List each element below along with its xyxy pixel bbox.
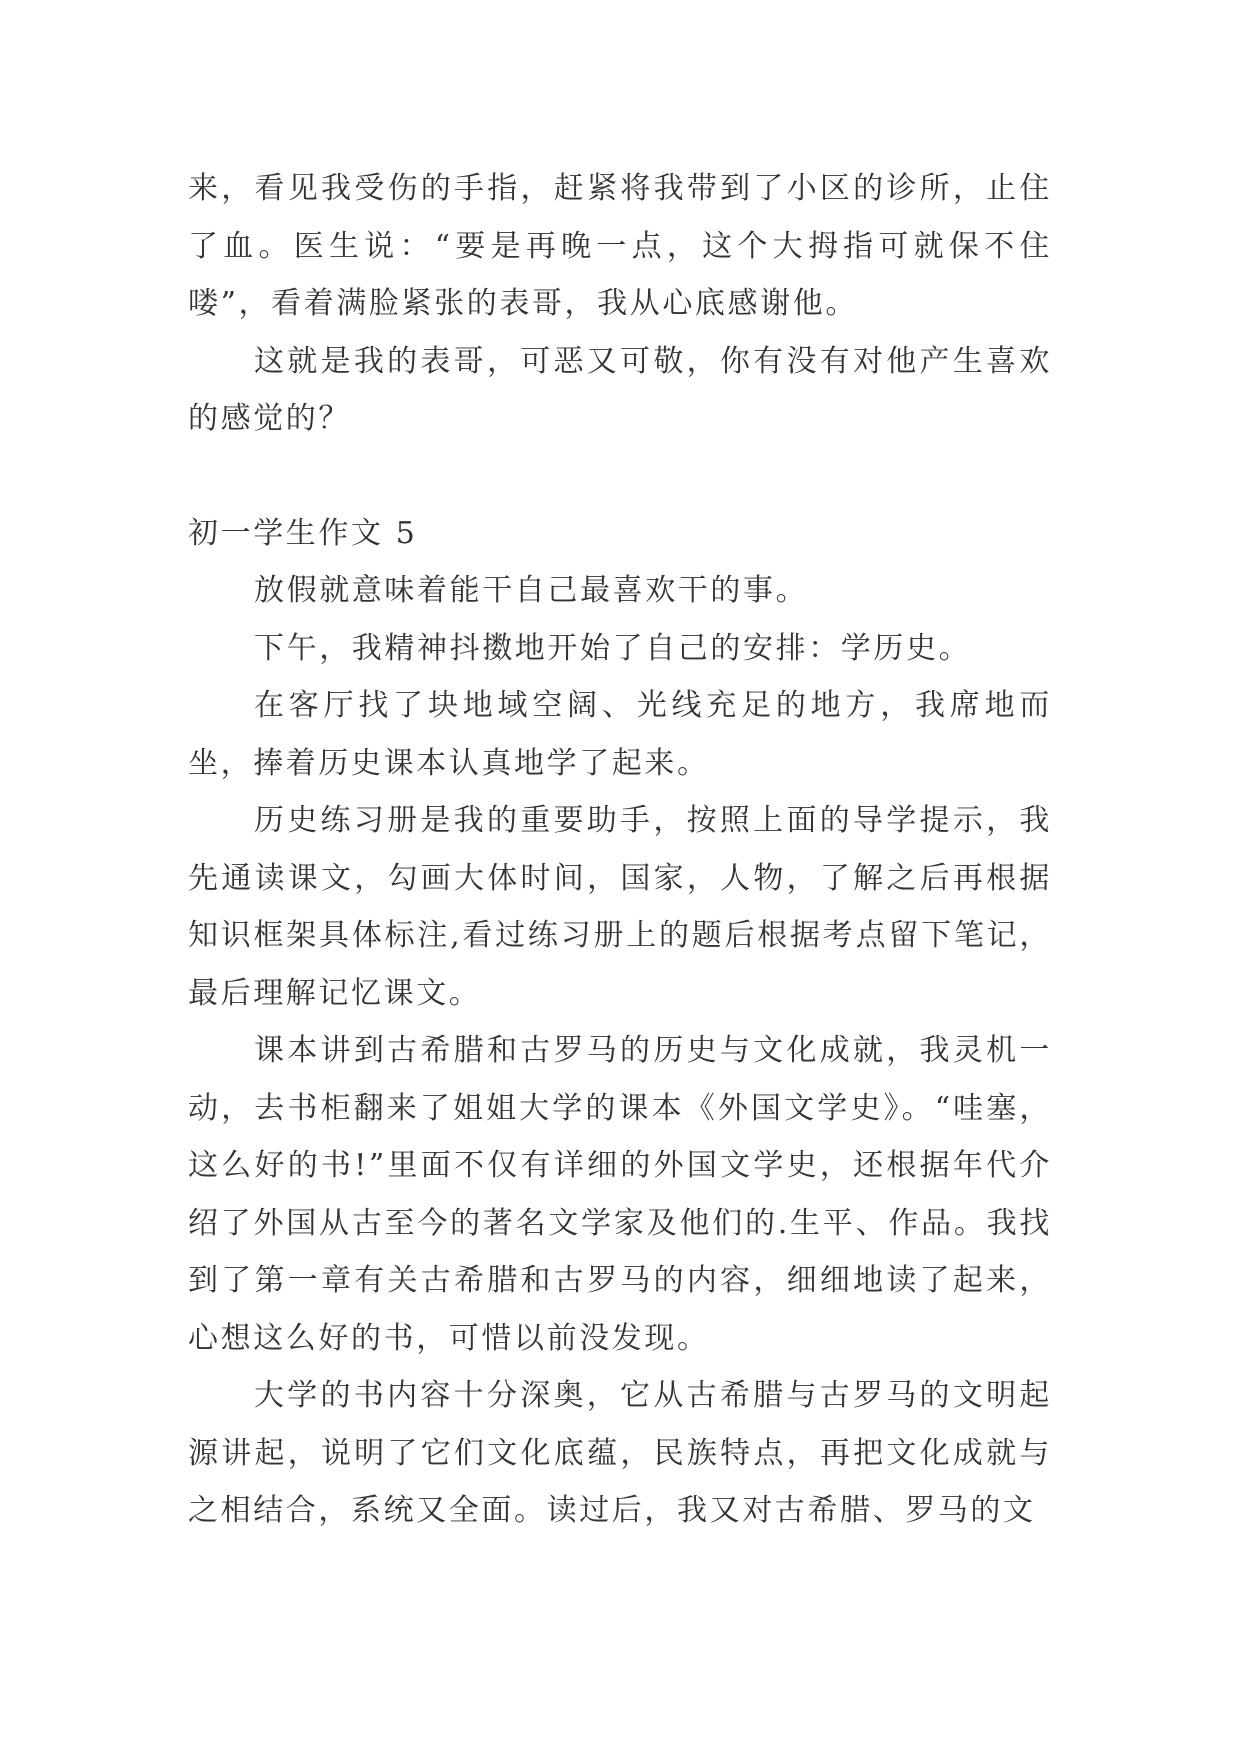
paragraph: 课本讲到古希腊和古罗马的历史与文化成就，我灵机一动，去书柜翻来了姐姐大学的课本《外国文学史》。“哇塞，这么好的书!”里面不仅有详细的外国文学史，还根据年代介绍了外国从古至今的著名文学家及他们的.生平、作品。我找到了第一章有关古希腊和古罗马的内容，细细地读了起来，心想这么好的书，可惜以前没发现。 [188,1033,1052,1356]
paragraph: 在客厅找了块地域空阔、光线充足的地方，我席地而坐，捧着历史课本认真地学了起来。 [188,688,1052,781]
document-page [188,160,1052,1540]
paragraph-continued: 来，看见我受伤的手指，赶紧将我带到了小区的诊所，止住了血。医生说：“要是再晚一点，这个大拇指可就保不住喽”，看着满脸紧张的表哥，我从心底感谢他。 [188,171,1052,321]
paragraph: 大学的书内容十分深奥，它从古希腊与古罗马的文明起源讲起，说明了它们文化底蕴，民族特点，再把文化成就与之相结合，系统又全面。读过后，我又对古希腊、罗马的文 [188,1378,1052,1528]
paragraph: 历史练习册是我的重要助手，按照上面的导学提示，我先通读课文，勾画大体时间，国家，人物，了解之后再根据知识框架具体标注,看过练习册上的题后根据考点留下笔记，最后理解记忆课文。 [188,803,1052,1011]
paragraph: 下午，我精神抖擞地开始了自己的安排：学历史。 [254,630,972,666]
paragraph: 这就是我的表哥，可恶又可敬，你有没有对他产生喜欢的感觉的？ [188,343,1052,436]
section-heading: 初一学生作文 5 [188,515,418,551]
paragraph: 放假就意味着能干自己最喜欢干的事。 [254,573,809,608]
